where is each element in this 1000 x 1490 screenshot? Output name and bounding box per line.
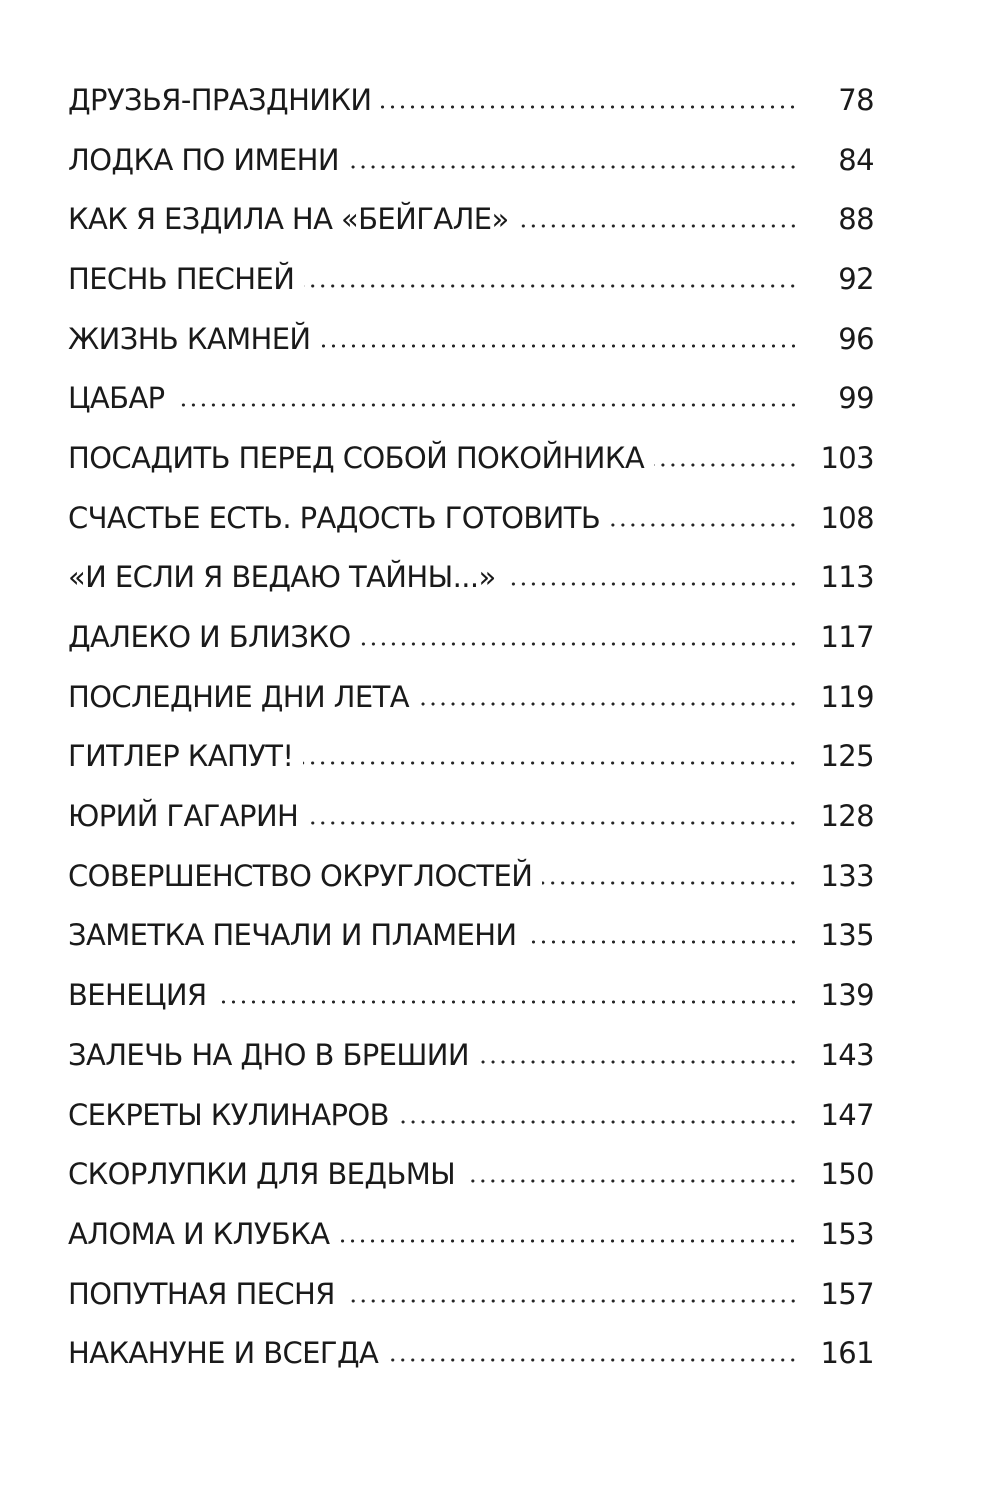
dot-leader — [542, 878, 798, 888]
dot-leader — [479, 1057, 798, 1067]
toc-entry-title: ЛОДКА ПО ИМЕНИ — [68, 142, 339, 177]
toc-entry-page: 133 — [820, 858, 874, 893]
toc-entry-title: АЛОМА И КЛУБКА — [68, 1216, 330, 1251]
toc-entry — [68, 1323, 874, 1383]
toc-entry-page: 157 — [820, 1276, 874, 1311]
toc-entry-page: 143 — [820, 1037, 874, 1072]
toc-entry — [68, 488, 874, 548]
toc-entry — [68, 1204, 874, 1264]
toc-entry-title: ЮРИЙ ГАГАРИН — [68, 799, 299, 834]
toc-entry-page: 84 — [838, 142, 874, 177]
table-of-contents — [68, 70, 874, 1383]
toc-entry-title: КАК Я ЕЗДИЛА НА «БЕЙГАЛЕ» — [68, 202, 509, 237]
toc-entry-page: 103 — [820, 440, 874, 475]
toc-entry-title: СКОРЛУПКИ ДЛЯ ВЕДЬМЫ — [68, 1157, 456, 1192]
toc-entry-title: ЦАБАР — [68, 381, 165, 416]
toc-entry-page: 119 — [820, 679, 874, 714]
dot-leader — [388, 1355, 798, 1365]
toc-entry-title: ГИТЛЕР КАПУТ! — [68, 739, 294, 774]
dot-leader — [321, 341, 798, 351]
toc-entry — [68, 906, 874, 966]
toc-entry-page: 92 — [838, 261, 874, 296]
dot-leader — [339, 1236, 798, 1246]
toc-entry-title: СЕКРЕТЫ КУЛИНАРОВ — [68, 1097, 389, 1132]
toc-entry-page: 161 — [820, 1336, 874, 1371]
toc-entry-page: 147 — [820, 1097, 874, 1132]
toc-entry-title: ПОСАДИТЬ ПЕРЕД СОБОЙ ПОКОЙНИКА — [68, 440, 645, 475]
toc-entry — [68, 1085, 874, 1145]
toc-entry — [68, 1264, 874, 1324]
toc-entry — [68, 189, 874, 249]
toc-entry-page: 117 — [820, 620, 874, 655]
toc-entry-page: 139 — [820, 978, 874, 1013]
dot-leader — [419, 699, 798, 709]
toc-entry-title: ПОСЛЕДНИЕ ДНИ ЛЕТА — [68, 679, 409, 714]
dot-leader — [303, 758, 798, 768]
dot-leader — [465, 1176, 798, 1186]
toc-entry-title: ЗАЛЕЧЬ НА ДНО В БРЕШИИ — [68, 1037, 469, 1072]
toc-entry-page: 88 — [838, 202, 874, 237]
toc-entry-page: 135 — [820, 918, 874, 953]
dot-leader — [304, 281, 798, 291]
dot-leader — [349, 162, 798, 172]
toc-entry-title: ЗАМЕТКА ПЕЧАЛИ И ПЛАМЕНИ — [68, 918, 517, 953]
dot-leader — [175, 400, 798, 410]
dot-leader — [308, 818, 798, 828]
dot-leader — [610, 520, 798, 530]
dot-leader — [345, 1296, 798, 1306]
toc-entry — [68, 428, 874, 488]
toc-entry — [68, 548, 874, 608]
toc-entry — [68, 1144, 874, 1204]
toc-entry — [68, 368, 874, 428]
dot-leader — [399, 1117, 798, 1127]
toc-entry-title: ДРУЗЬЯ-ПРАЗДНИКИ — [68, 82, 372, 117]
toc-entry-title: СЧАСТЬЕ ЕСТЬ. РАДОСТЬ ГОТОВИТЬ — [68, 500, 601, 535]
dot-leader — [527, 937, 798, 947]
toc-entry-title: ЖИЗНЬ КАМНЕЙ — [68, 321, 311, 356]
toc-entry — [68, 130, 874, 190]
toc-entry — [68, 1025, 874, 1085]
toc-entry-title: НАКАНУНЕ И ВСЕГДА — [68, 1336, 379, 1371]
toc-entry-title: ВЕНЕЦИЯ — [68, 978, 207, 1013]
toc-entry — [68, 309, 874, 369]
toc-entry-title: ПЕСНЬ ПЕСНЕЙ — [68, 261, 295, 296]
toc-entry-page: 78 — [838, 82, 874, 117]
toc-entry — [68, 607, 874, 667]
toc-entry-page: 113 — [820, 560, 874, 595]
toc-entry — [68, 70, 874, 130]
dot-leader — [361, 639, 798, 649]
toc-entry — [68, 249, 874, 309]
toc-entry-page: 108 — [820, 500, 874, 535]
toc-entry-title: ДАЛЕКО И БЛИЗКО — [68, 620, 351, 655]
toc-entry — [68, 846, 874, 906]
toc-entry-page: 150 — [820, 1157, 874, 1192]
toc-entry — [68, 667, 874, 727]
toc-entry-page: 99 — [838, 381, 874, 416]
dot-leader — [506, 579, 798, 589]
dot-leader — [217, 997, 798, 1007]
dot-leader — [654, 460, 798, 470]
toc-entry-title: «И ЕСЛИ Я ВЕДАЮ ТАЙНЫ...» — [68, 560, 496, 595]
toc-entry-title: СОВЕРШЕНСТВО ОКРУГЛОСТЕЙ — [68, 858, 533, 893]
toc-entry-page: 125 — [820, 739, 874, 774]
toc-entry — [68, 965, 874, 1025]
toc-entry-title: ПОПУТНАЯ ПЕСНЯ — [68, 1276, 335, 1311]
dot-leader — [381, 102, 798, 112]
toc-entry-page: 128 — [820, 799, 874, 834]
toc-entry-page: 153 — [820, 1216, 874, 1251]
dot-leader — [519, 221, 798, 231]
toc-entry — [68, 727, 874, 787]
toc-entry-page: 96 — [838, 321, 874, 356]
toc-entry — [68, 786, 874, 846]
